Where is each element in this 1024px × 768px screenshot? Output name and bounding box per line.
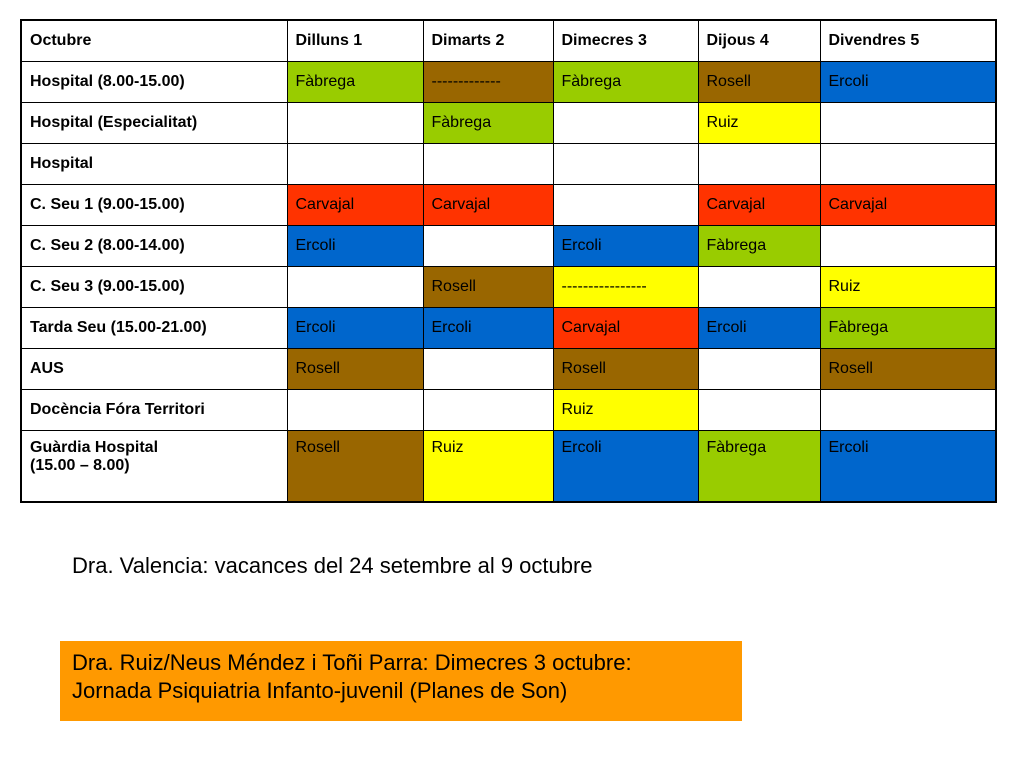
- schedule-cell: Rosell: [287, 431, 423, 503]
- row-label-line1: Guàrdia Hospital: [30, 439, 159, 456]
- schedule-cell: Ercoli: [287, 226, 423, 267]
- row-label: Tarda Seu (15.00-21.00): [21, 308, 287, 349]
- row-label: C. Seu 2 (8.00-14.00): [21, 226, 287, 267]
- schedule-cell: [698, 267, 820, 308]
- schedule-cell: Carvajal: [423, 185, 553, 226]
- schedule-cell: Ruiz: [423, 431, 553, 503]
- schedule-cell: Carvajal: [698, 185, 820, 226]
- schedule-cell: [287, 267, 423, 308]
- table-row: [21, 431, 996, 503]
- row-label: Hospital: [21, 144, 287, 185]
- schedule-cell: Ercoli: [698, 308, 820, 349]
- schedule-cell: Rosell: [698, 62, 820, 103]
- schedule-cell: [698, 144, 820, 185]
- event-note-box: [60, 641, 742, 721]
- table-row: [21, 103, 996, 144]
- header-row: [21, 20, 996, 62]
- schedule-cell: ----------------: [553, 267, 698, 308]
- table-row: [21, 226, 996, 267]
- header-day-1: Dilluns 1: [287, 20, 423, 62]
- schedule-cell: [423, 390, 553, 431]
- row-label-line2: (15.00 – 8.00): [30, 457, 130, 474]
- schedule-cell: [698, 390, 820, 431]
- row-label: AUS: [21, 349, 287, 390]
- schedule-cell: Fàbrega: [287, 62, 423, 103]
- schedule-cell: Ercoli: [820, 62, 996, 103]
- table-row: [21, 267, 996, 308]
- schedule-cell: [287, 103, 423, 144]
- table-row: [21, 185, 996, 226]
- table-row: [21, 62, 996, 103]
- row-label: Hospital (8.00-15.00): [21, 62, 287, 103]
- schedule-cell: Carvajal: [553, 308, 698, 349]
- schedule-cell: Fàbrega: [698, 226, 820, 267]
- vacation-note: Dra. Valencia: vacances del 24 setembre al 9 octubre: [72, 553, 593, 578]
- row-label: C. Seu 3 (9.00-15.00): [21, 267, 287, 308]
- header-day-3: Dimecres 3: [553, 20, 698, 62]
- schedule-cell: [553, 144, 698, 185]
- schedule-cell: Rosell: [287, 349, 423, 390]
- schedule-cell: Ercoli: [287, 308, 423, 349]
- schedule-cell: Fàbrega: [820, 308, 996, 349]
- schedule-cell: [423, 226, 553, 267]
- row-label: Docència Fóra Territori: [21, 390, 287, 431]
- header-day-4: Dijous 4: [698, 20, 820, 62]
- row-label: Hospital (Especialitat): [21, 103, 287, 144]
- schedule-cell: -------------: [423, 62, 553, 103]
- schedule-cell: Rosell: [423, 267, 553, 308]
- schedule-cell: Fàbrega: [423, 103, 553, 144]
- schedule-cell: Carvajal: [820, 185, 996, 226]
- schedule-cell: [423, 144, 553, 185]
- schedule-cell: [820, 144, 996, 185]
- row-label: [21, 431, 287, 503]
- schedule-cell: Rosell: [820, 349, 996, 390]
- table-row: [21, 144, 996, 185]
- event-note-line1: Dra. Ruiz/Neus Méndez i Toñi Parra: Dimecres 3 octubre:: [72, 650, 632, 675]
- schedule-cell: [287, 144, 423, 185]
- schedule-cell: Ercoli: [423, 308, 553, 349]
- schedule-cell: Carvajal: [287, 185, 423, 226]
- schedule-cell: Fàbrega: [698, 431, 820, 503]
- schedule-cell: [423, 349, 553, 390]
- schedule-cell: [553, 185, 698, 226]
- table-row: [21, 390, 996, 431]
- row-label: C. Seu 1 (9.00-15.00): [21, 185, 287, 226]
- schedule-cell: [553, 103, 698, 144]
- schedule-cell: [287, 390, 423, 431]
- schedule-cell: [820, 103, 996, 144]
- schedule-cell: Ruiz: [553, 390, 698, 431]
- schedule-cell: [820, 226, 996, 267]
- header-month: Octubre: [21, 20, 287, 62]
- schedule-cell: Ruiz: [820, 267, 996, 308]
- header-day-2: Dimarts 2: [423, 20, 553, 62]
- schedule-cell: Ercoli: [553, 431, 698, 503]
- event-note-line2: Jornada Psiquiatria Infanto-juvenil (Planes de Son): [72, 678, 568, 703]
- schedule-cell: [698, 349, 820, 390]
- schedule-cell: Ruiz: [698, 103, 820, 144]
- schedule-table: [20, 19, 997, 503]
- schedule-cell: [820, 390, 996, 431]
- schedule-cell: Ercoli: [820, 431, 996, 503]
- schedule-cell: Ercoli: [553, 226, 698, 267]
- table-row: [21, 349, 996, 390]
- header-day-5: Divendres 5: [820, 20, 996, 62]
- schedule-cell: Fàbrega: [553, 62, 698, 103]
- schedule-cell: Rosell: [553, 349, 698, 390]
- table-row: [21, 308, 996, 349]
